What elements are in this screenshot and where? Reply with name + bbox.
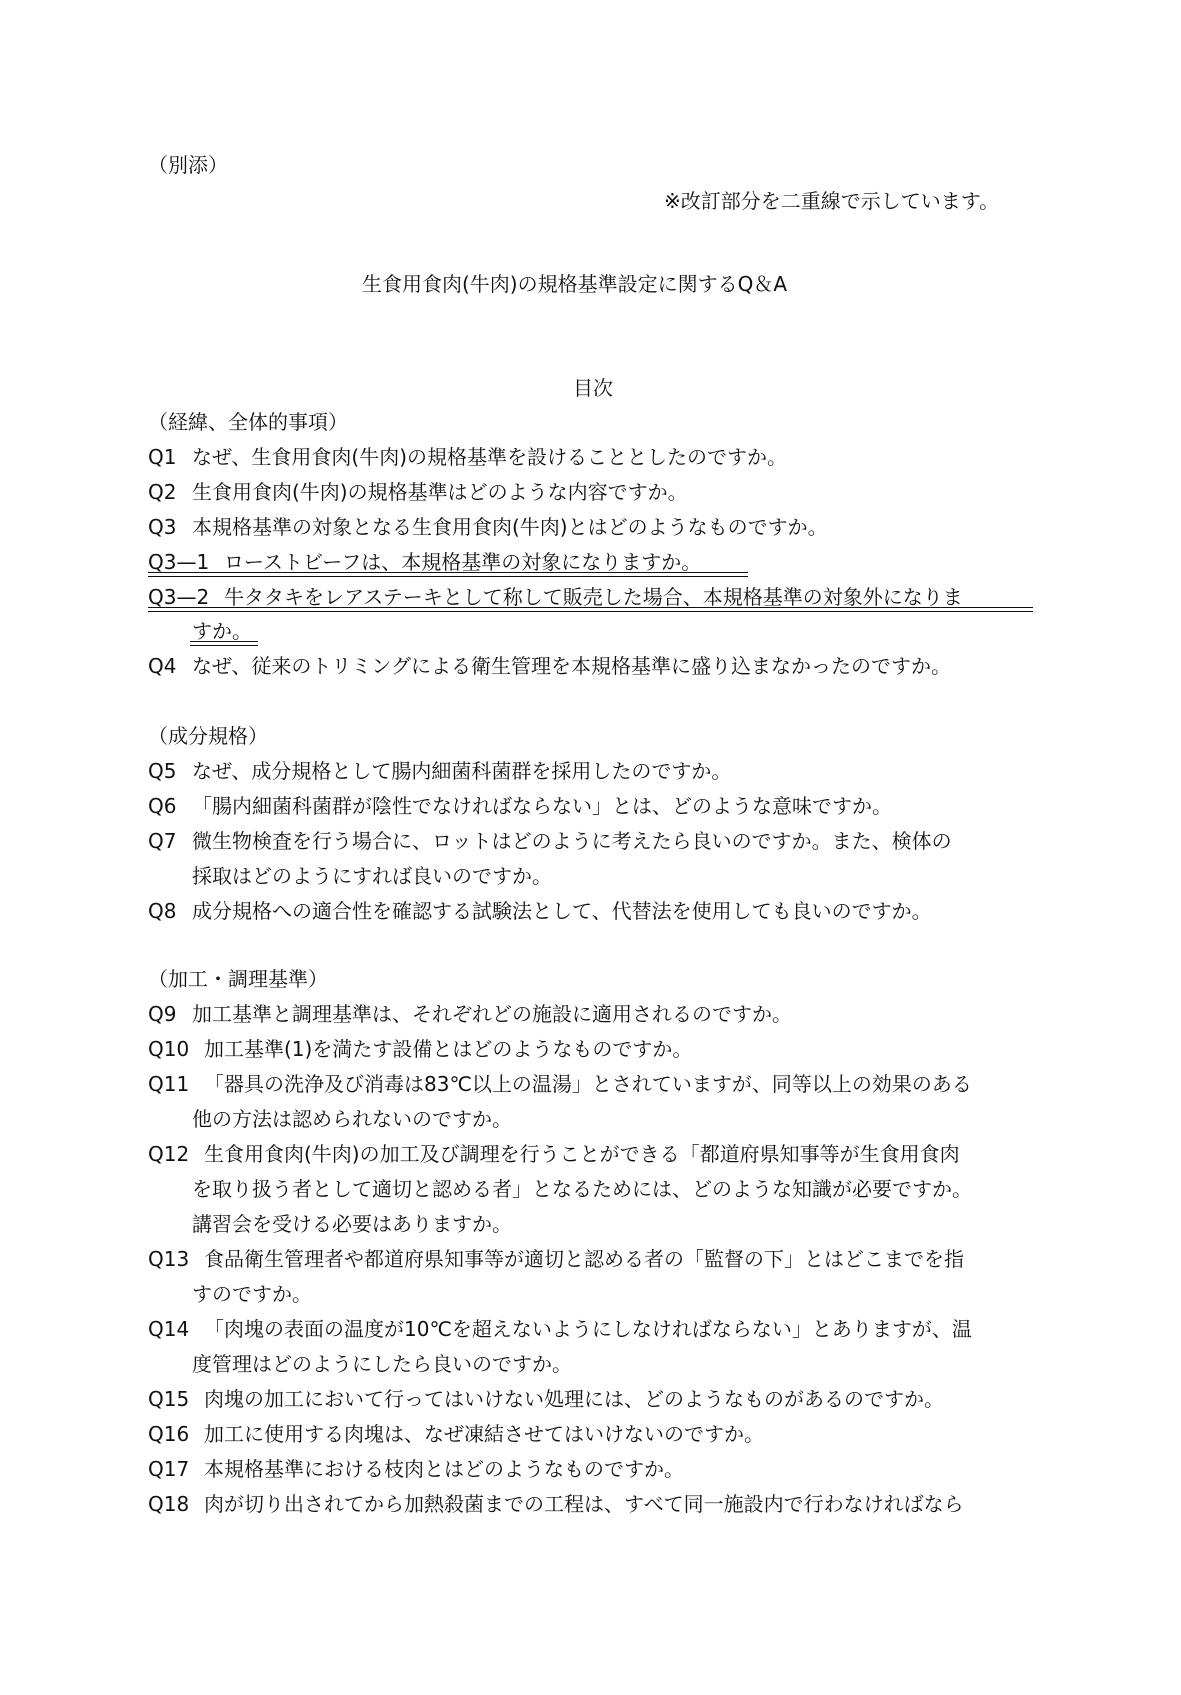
- toc-item-q15: [148, 1386, 944, 1412]
- toc-item-q1: [148, 444, 787, 470]
- toc-item-text: 「器具の洗浄及び消毒は83℃以上の温湯」とされていますが、同等以上の効果のある: [204, 1072, 972, 1096]
- toc-item-q2: [148, 479, 688, 505]
- toc-item-q13: [148, 1246, 964, 1272]
- toc-item-text: 「腸内細菌科菌群が陰性でなければならない」とは、どのような意味ですか。: [192, 794, 892, 818]
- toc-item-number: Q2: [148, 480, 177, 504]
- toc-item-text: 加工に使用する肉塊は、なぜ凍結させてはいけないのですか。: [204, 1422, 764, 1446]
- toc-item-text: 加工基準(1)を満たす設備とはどのようなものですか。: [204, 1037, 693, 1061]
- toc-item-text: なぜ、成分規格として腸内細菌科菌群を採用したのですか。: [192, 759, 732, 783]
- toc-item-text: なぜ、生食用食肉(牛肉)の規格基準を設けることとしたのですか。: [192, 445, 788, 469]
- toc-item-text: 生食用食肉(牛肉)の規格基準はどのような内容ですか。: [192, 480, 688, 504]
- toc-item-number: Q5: [148, 759, 177, 783]
- toc-heading: 目次: [573, 376, 613, 400]
- toc-item-text: 「肉塊の表面の温度が10℃を超えないようにしなければならない」とありますが、温: [204, 1317, 972, 1341]
- toc-item-text: 食品衛生管理者や都道府県知事等が適切と認める者の「監督の下」とはどこまでを指: [204, 1247, 964, 1271]
- toc-item-number: Q8: [148, 899, 177, 923]
- section-label-processing: （加工・調理基準）: [148, 967, 328, 991]
- toc-item-continuation: すのですか。: [192, 1282, 312, 1306]
- toc-item-number: Q18: [148, 1492, 190, 1516]
- toc-item-q17: [148, 1456, 684, 1482]
- toc-item-text: 本規格基準における枝肉とはどのようなものですか。: [204, 1457, 684, 1481]
- toc-item-q7: [148, 828, 952, 854]
- revision-note: ※改訂部分を二重線で示しています。: [664, 189, 1000, 213]
- toc-item-text: 本規格基準の対象となる生食用食肉(牛肉)とはどのようなものですか。: [192, 515, 828, 539]
- toc-item-number: Q3—1: [148, 550, 210, 574]
- toc-item-text: 生食用食肉(牛肉)の加工及び調理を行うことができる「都道府県知事等が生食用食肉: [204, 1142, 960, 1166]
- toc-item-q12: [148, 1141, 960, 1167]
- document-title: 生食用食肉(牛肉)の規格基準設定に関するQ＆A: [362, 272, 788, 296]
- toc-item-q8: [148, 898, 932, 924]
- toc-item-number: Q10: [148, 1037, 190, 1061]
- toc-item-text: 加工基準と調理基準は、それぞれどの施設に適用されるのですか。: [192, 1002, 792, 1026]
- toc-item-q9: [148, 1001, 792, 1027]
- toc-item-text: ローストビーフは、本規格基準の対象になりますか。: [224, 550, 702, 574]
- toc-item-q14: [148, 1316, 972, 1342]
- toc-item-text: 肉塊の加工において行ってはいけない処理には、どのようなものがあるのですか。: [204, 1387, 944, 1411]
- toc-item-q3: [148, 514, 828, 540]
- toc-item-number: Q15: [148, 1387, 190, 1411]
- toc-item-text: 牛タタキをレアステーキとして称して販売した場合、本規格基準の対象外になりま: [224, 585, 963, 609]
- toc-item-text: 成分規格への適合性を確認する試験法として、代替法を使用しても良いのですか。: [192, 899, 932, 923]
- toc-item-continuation: 他の方法は認められないのですか。: [192, 1107, 512, 1131]
- toc-item-number: Q13: [148, 1247, 190, 1271]
- revision-double-underline: [148, 572, 748, 577]
- toc-item-number: Q6: [148, 794, 177, 818]
- toc-item-continuation: 度管理はどのようにしたら良いのですか。: [192, 1352, 572, 1376]
- toc-item-number: Q14: [148, 1317, 190, 1341]
- toc-item-q16: [148, 1421, 764, 1447]
- toc-item-q6: [148, 793, 892, 819]
- toc-item-text: なぜ、従来のトリミングによる衛生管理を本規格基準に盛り込まなかったのですか。: [192, 654, 951, 678]
- revision-double-underline: [148, 607, 1033, 612]
- toc-item-continuation: 採取はどのようにすれば良いのですか。: [192, 864, 552, 888]
- section-label-composition: （成分規格）: [148, 724, 268, 748]
- toc-item-q18: [148, 1491, 964, 1517]
- toc-item-number: Q17: [148, 1457, 190, 1481]
- toc-item-number: Q9: [148, 1002, 177, 1026]
- toc-item-text: 肉が切り出されてから加熱殺菌までの工程は、すべて同一施設内で行わなければなら: [204, 1492, 964, 1516]
- toc-item-number: Q16: [148, 1422, 190, 1446]
- section-label-background: （経緯、全体的事項）: [148, 410, 348, 434]
- toc-item-continuation: すか。: [192, 619, 252, 643]
- toc-item-q10: [148, 1036, 692, 1062]
- toc-item-continuation: 講習会を受ける必要はありますか。: [192, 1212, 512, 1236]
- toc-item-text: 微生物検査を行う場合に、ロットはどのように考えたら良いのですか。また、検体の: [192, 829, 952, 853]
- toc-item-number: Q3—2: [148, 585, 210, 609]
- attachment-label: （別添）: [148, 153, 228, 177]
- toc-item-number: Q12: [148, 1142, 190, 1166]
- revision-double-underline: [190, 641, 258, 646]
- toc-item-number: Q4: [148, 654, 177, 678]
- toc-item-q11: [148, 1071, 972, 1097]
- toc-item-number: Q7: [148, 829, 177, 853]
- toc-item-continuation: を取り扱う者として適切と認める者」となるためには、どのような知識が必要ですか。: [192, 1177, 972, 1201]
- toc-item-number: Q11: [148, 1072, 190, 1096]
- toc-item-number: Q3: [148, 515, 177, 539]
- toc-item-q4: [148, 653, 951, 679]
- toc-item-q5: [148, 758, 731, 784]
- toc-item-number: Q1: [148, 445, 177, 469]
